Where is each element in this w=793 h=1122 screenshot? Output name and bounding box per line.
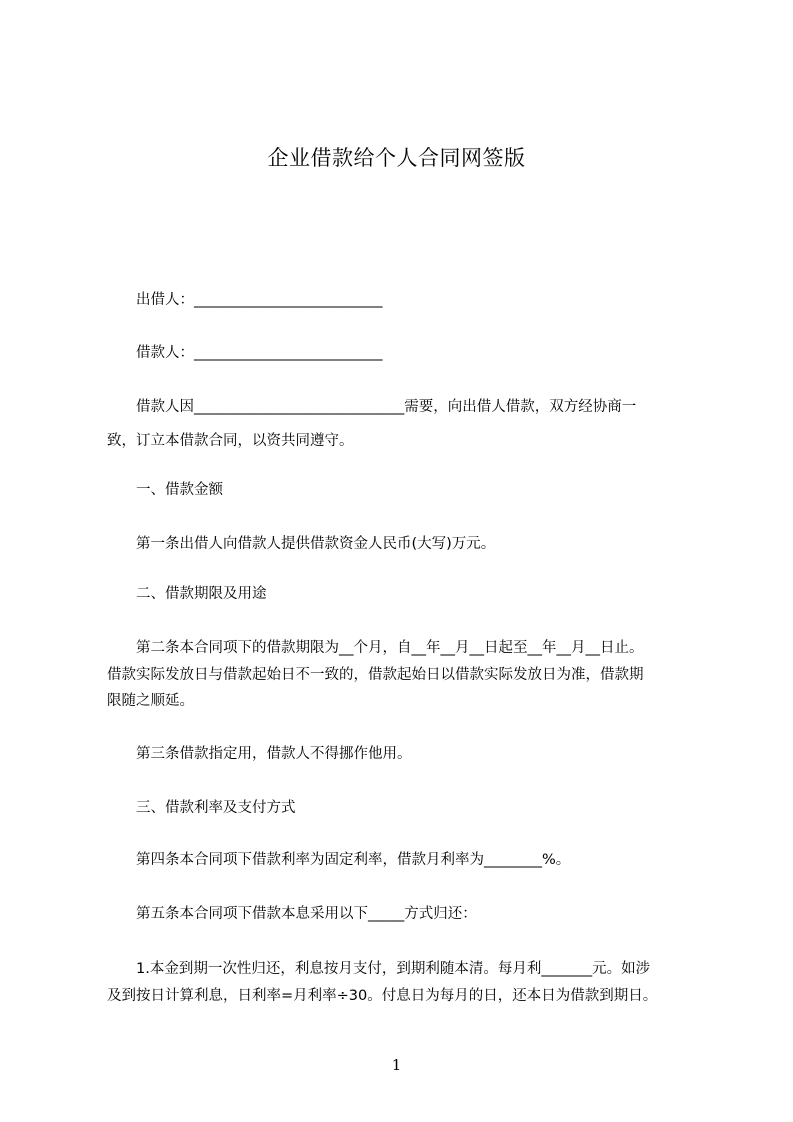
clause-5: 第五条本合同项下借款本息采用以下_____方式归还： bbox=[136, 906, 477, 922]
clause-2-line: 限随之顺延。 bbox=[107, 693, 194, 709]
borrower-field: 借款人：__________________________ bbox=[136, 345, 383, 361]
document-title: 企业借款给个人合同网签版 bbox=[267, 146, 526, 170]
clause-4: 第四条本合同项下借款利率为固定利率，借款月利率为________%。 bbox=[136, 852, 571, 868]
paragraph-line: 致，订立本借款合同，以资共同遵守。 bbox=[107, 433, 354, 449]
repayment-option-line: 1.本金到期一次性归还，利息按月支付，到期利随本清。每月利_______元。如涉 bbox=[136, 961, 651, 977]
lender-field: 出借人：__________________________ bbox=[136, 292, 383, 308]
clause-1: 第一条出借人向借款人提供借款资金人民币(大写)万元。 bbox=[136, 536, 496, 552]
paragraph-line: 借款人因_____________________________需要，向出借人借款，双方经协商一 bbox=[136, 399, 637, 415]
page-number: 1 bbox=[391, 1056, 402, 1074]
clause-3: 第三条借款指定用，借款人不得挪作他用。 bbox=[136, 746, 412, 762]
clause-2-line: 第二条本合同项下的借款期限为__个月，自__年__月__日起至__年__月__日止。 bbox=[136, 640, 644, 656]
repayment-option-line: 及到按日计算利息，日利率=月利率÷30。付息日为每月的日，还本日为借款到期日。 bbox=[107, 988, 658, 1004]
section-heading-term: 二、借款期限及用途 bbox=[136, 586, 267, 602]
section-heading-interest: 三、借款利率及支付方式 bbox=[136, 800, 296, 816]
clause-2-line: 借款实际发放日与借款起始日不一致的，借款起始日以借款实际发放日为准，借款期 bbox=[107, 667, 644, 683]
section-heading-amount: 一、借款金额 bbox=[136, 482, 223, 498]
